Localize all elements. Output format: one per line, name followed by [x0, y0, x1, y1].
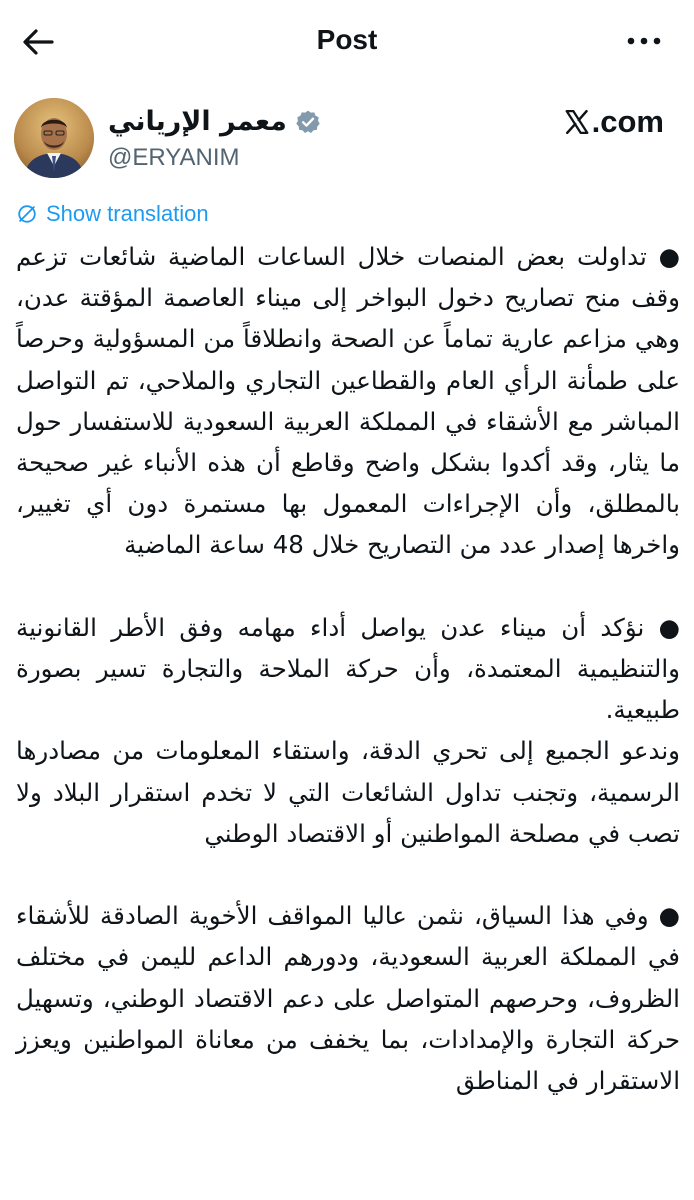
page-title: Post [316, 24, 378, 55]
avatar-photo [14, 98, 94, 178]
avatar[interactable] [14, 98, 94, 178]
author-info [108, 104, 428, 174]
source-domain [564, 104, 664, 140]
post-paragraph: ● وفي هذا السياق، نثمن عاليا المواقف الأخوية الصادقة للأشقاء في المملكة العربية السعودية، ودورهم الداعم لليمن في مختلف الظروف، وحرصهم المتواصل على دعم الاقتصاد الوطني، وتسهيل حركة التجارة والإمدادات، بما يخفف من معاناة المواطنين ويعزز الاستقرار في المناطق [16, 901, 680, 1096]
post-text [16, 236, 680, 1101]
paragraph-spacer [16, 566, 680, 607]
show-translation-link[interactable] [16, 198, 209, 230]
show-translation-label: Show translation [46, 201, 209, 226]
paragraph-spacer [16, 854, 680, 895]
verified-badge-icon [295, 109, 321, 135]
source-domain-text: .com [591, 104, 664, 139]
post-paragraph: ● نؤكد أن ميناء عدن يواصل أداء مهامه وفق الأطر القانونية والتنظيمية المعتمدة، وأن حركة الملاحة والتجارة تسير بصورة طبيعية. وندعو الجميع إلى تحري الدقة، واستقاء المعلومات من مصادرها الرسمية، وتجنب تداول الشائعات التي لا تخدم استقرار البلاد ولا تصب في مصلحة المواطنين أو الاقتصاد الوطني [16, 612, 680, 848]
top-bar [0, 0, 694, 82]
post-author [0, 98, 694, 178]
x-logo-icon [564, 109, 590, 135]
post-paragraph: ● تداولت بعض المنصات خلال الساعات الماضية شائعات تزعم وقف منح تصاريح دخول البواخر إلى ميناء العاصمة المؤقتة عدن، وهي مزاعم عارية تماماً عن الصحة وانطلاقاً من المسؤولية وحرصاً على طمأنة الرأي العام والقطاعين التجاري والملاحي، تم التواصل المباشر مع الأشقاء في المملكة العربية السعودية للاستفسار حول ما يثار، وقد أكدوا بشكل واضح وقاطع أن هذه الأنباء غير صحيحة بالمطلق، وأن الإجراءات المعمول بها مستمرة دون أي تغيير، واخرها إصدار عدد من التصاريح خلال 48 ساعة الماضية [16, 242, 680, 560]
translate-icon [16, 203, 38, 225]
more-options-button[interactable] [624, 24, 664, 58]
ellipsis-icon [624, 24, 664, 58]
author-display-name[interactable]: معمر الإرياني [108, 106, 287, 137]
author-handle[interactable]: @ERYANIM [108, 144, 240, 171]
